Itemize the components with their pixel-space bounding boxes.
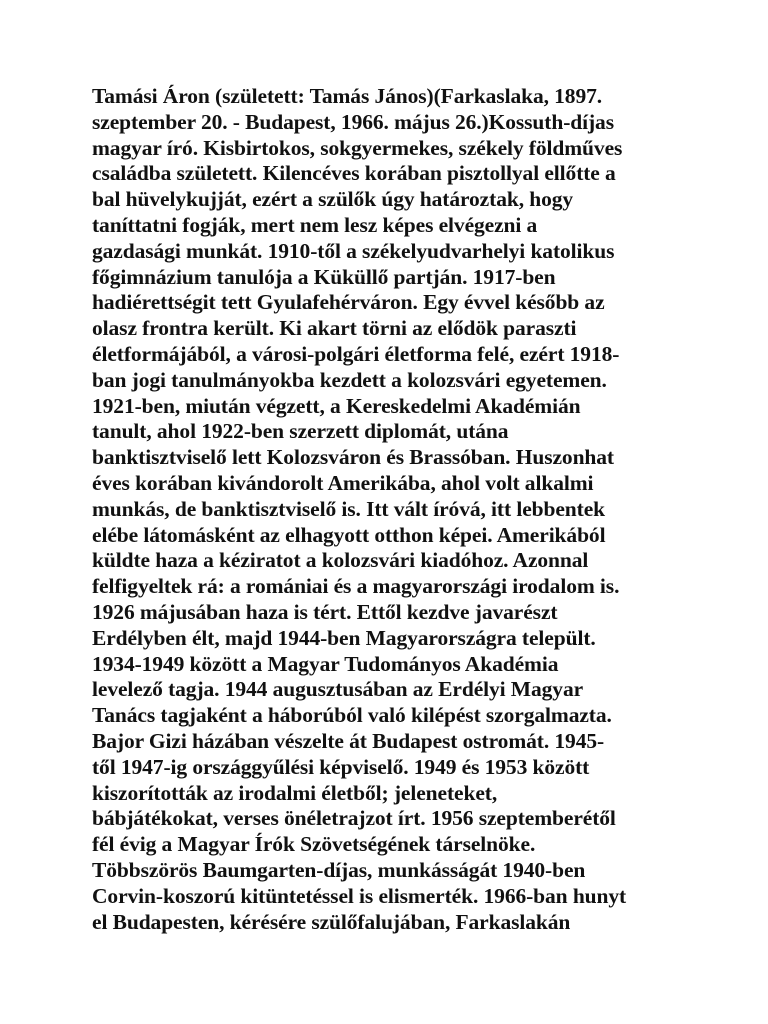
text-line: taníttatni fogják, mert nem lesz képes elvégezni a [92, 212, 538, 237]
text-line: tanult, ahol 1922-ben szerzett diplomát, utána [92, 419, 509, 444]
text-line: családba született. Kilencéves korában pisztollyal ellőtte a [92, 161, 616, 186]
text-line: küldte haza a kéziratot a kolozsvári kiadóhoz. Azonnal [92, 548, 589, 573]
text-line: el Budapesten, kérésére szülőfalujában, Farkaslakán [92, 909, 571, 934]
text-line: 1926 májusában haza is tért. Ettől kezdve javarészt [92, 599, 558, 624]
text-line: hadiérettségit tett Gyulafehérváron. Egy évvel később az [92, 290, 605, 315]
text-line: Corvin-koszorú kitüntetéssel is elismerték. 1966-ban hunyt [92, 883, 627, 908]
text-line: gazdasági munkát. 1910-től a székelyudvarhelyi katolikus [92, 238, 615, 263]
text-line: olasz frontra került. Ki akart törni az elődök paraszti [92, 316, 577, 341]
text-line: 1921-ben, miután végzett, a Kereskedelmi Akadémián [92, 393, 581, 418]
text-line: ban jogi tanulmányokba kezdett a kolozsvári egyetemen. [92, 367, 607, 392]
text-line: főgimnázium tanulója a Küküllő partján. 1917-ben [92, 264, 556, 289]
text-line: bal hüvelykujját, ezért a szülők úgy határoztak, hogy [92, 187, 574, 212]
text-line: magyar író. Kisbirtokos, sokgyermekes, székely földműves [92, 135, 623, 160]
text-line: elébe látomásként az elhagyott otthon képei. Amerikából [92, 522, 606, 547]
text-line: Tanács tagjaként a háborúból való kilépést szorgalmazta. [92, 703, 612, 728]
text-line: Tamási Áron (született: Tamás János)(Farkaslaka, 1897. [92, 84, 603, 108]
text-line: banktisztviselő lett Kolozsváron és Brassóban. Huszonhat [92, 445, 614, 470]
text-line: levelező tagja. 1944 augusztusában az Erdélyi Magyar [92, 677, 584, 702]
text-line: éves korában kivándorolt Amerikába, ahol volt alkalmi [92, 470, 594, 495]
text-line: munkás, de banktisztviselő is. Itt vált íróvá, itt lebbentek [92, 496, 606, 521]
text-line: fél évig a Magyar Írók Szövetségének társelnöke. [92, 832, 536, 857]
document-body-text [92, 84, 692, 935]
text-line: kiszorították az irodalmi életből; jeleneteket, [92, 780, 498, 805]
text-line: bábjátékokat, verses önéletrajzot írt. 1956 szeptemberétől [92, 806, 616, 831]
text-line: 1934-1949 között a Magyar Tudományos Akadémia [92, 651, 559, 676]
text-line: szeptember 20. - Budapest, 1966. május 26.)Kossuth-díjas [92, 109, 614, 134]
text-line: Erdélyben élt, majd 1944-ben Magyarországra települt. [92, 625, 596, 650]
text-line: től 1947-ig országgyűlési képviselő. 1949 és 1953 között [92, 754, 590, 779]
text-line: felfigyeltek rá: a romániai és a magyarországi irodalom is. [92, 574, 620, 599]
text-line: Bajor Gizi házában vészelte át Budapest ostromát. 1945- [92, 728, 605, 753]
text-line: Többszörös Baumgarten-díjas, munkásságát 1940-ben [92, 857, 586, 882]
text-line: életformájából, a városi-polgári életforma felé, ezért 1918- [92, 341, 620, 366]
